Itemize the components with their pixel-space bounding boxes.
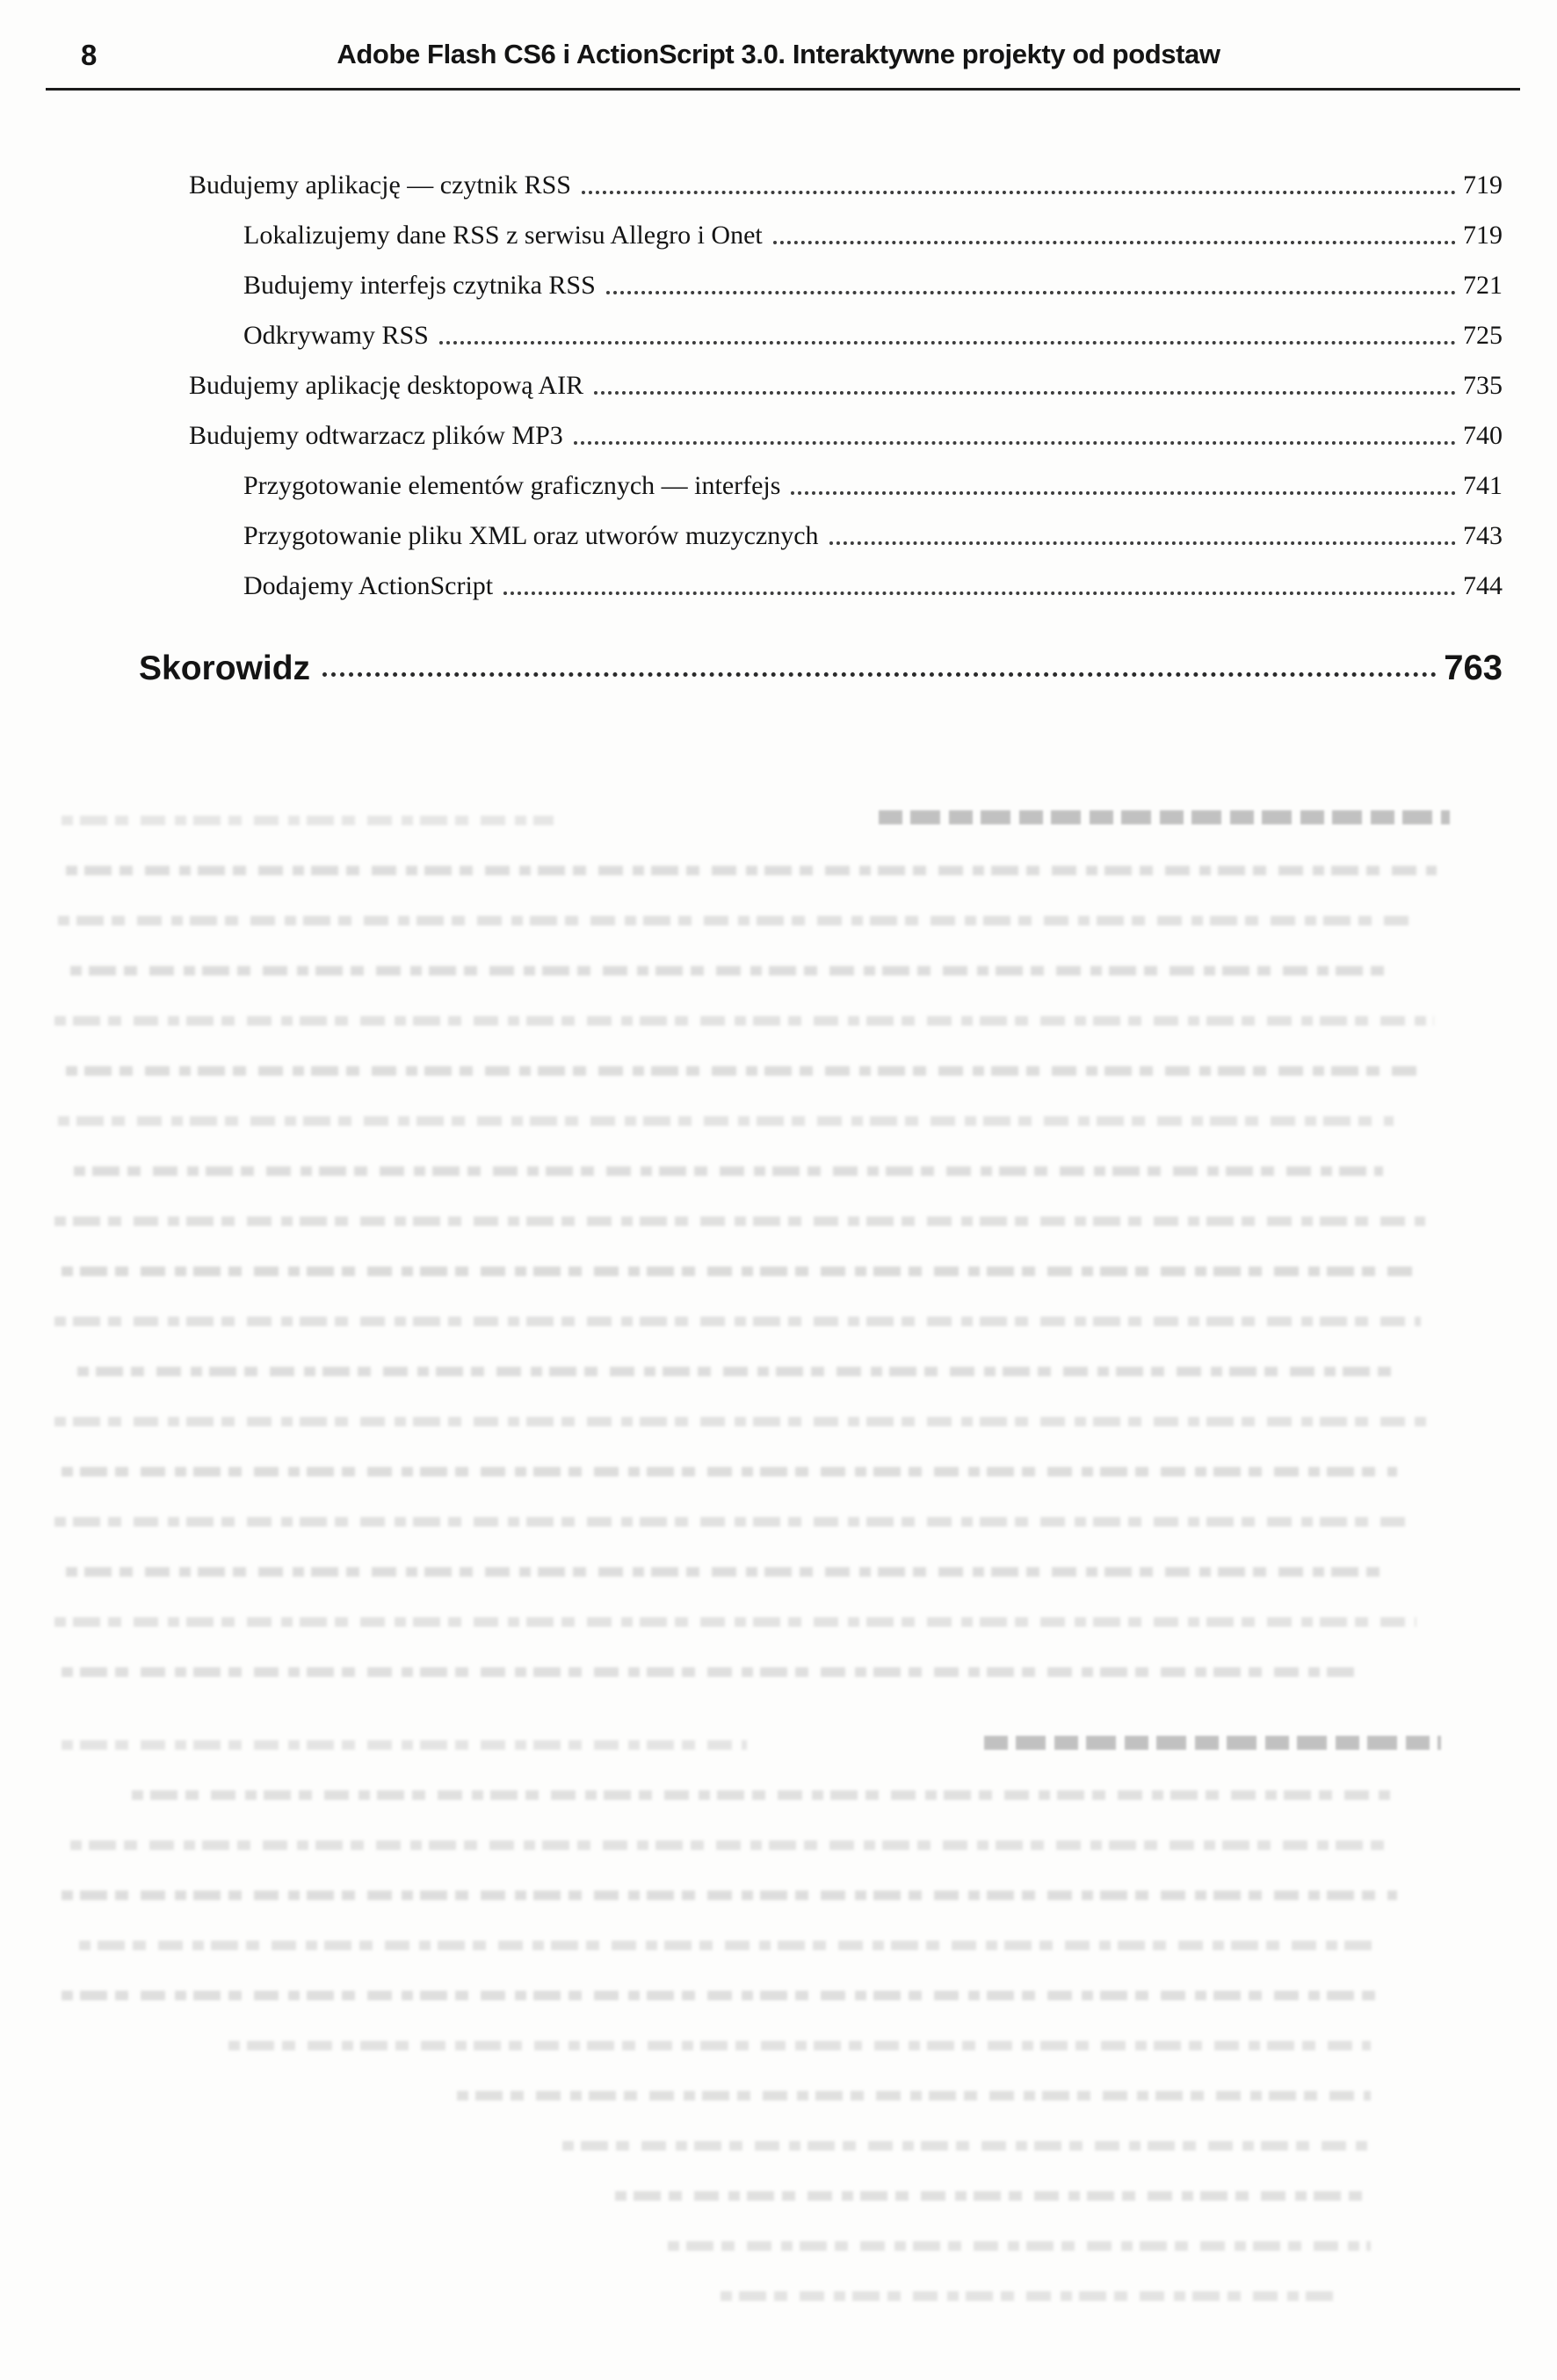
toc-entry [189,355,1503,405]
bleed-through-line [77,1367,1395,1376]
bleed-through-line [58,916,1411,925]
toc-entry-page: 744 [1463,571,1503,600]
bleed-through-line [62,1467,1397,1477]
bleed-through-line [62,816,554,825]
toc-entry [189,405,1503,455]
bleed-through-line [54,1216,1425,1226]
dotted-leader [439,341,1456,345]
bleed-through-line [66,1567,1384,1577]
toc-entry-label: Przygotowanie elementów graficznych — interfejs [243,471,781,500]
toc-entry-label: Budujemy interfejs czytnika RSS [243,271,596,300]
dotted-leader [574,441,1456,445]
toc-entry-page: 719 [1463,221,1503,250]
page-number: 8 [81,39,98,71]
toc-index-entry [139,621,1503,688]
bleed-through-line [62,1266,1415,1276]
bleed-through-line [54,1517,1408,1527]
dotted-leader [791,491,1456,495]
dotted-leader [594,391,1456,395]
toc-entry [189,155,1503,205]
bleed-through-line [54,1417,1430,1426]
dotted-leader [773,241,1456,244]
toc-entry [189,255,1503,305]
toc-entry-label: Dodajemy ActionScript [243,571,494,600]
bleed-through-line [132,1790,1397,1800]
book-title: Adobe Flash CS6 i ActionScript 3.0. Interaktywne projekty od podstaw [337,39,1220,69]
table-of-contents [139,155,1503,688]
bleed-through-line [54,1016,1434,1026]
bleed-through-line [79,1941,1380,1950]
bleed-through-line [228,2041,1371,2050]
bleed-through-line [879,810,1450,824]
toc-entry [189,305,1503,355]
toc-entry [189,505,1503,555]
bleed-through-line [668,2241,1371,2251]
toc-entry-label: Lokalizujemy dane RSS z serwisu Allegro i Onet [243,221,763,250]
toc-entry-page: 740 [1463,421,1503,450]
bleed-through-line [62,1991,1380,2000]
index-label: Skorowidz [139,649,311,687]
bleed-through-line [70,1840,1388,1850]
bleed-through-line [62,1740,747,1750]
bleed-through-line [457,2091,1371,2101]
running-head [0,33,1557,84]
bleed-through-line [74,1166,1383,1176]
bleed-through-line [984,1736,1441,1750]
index-page: 763 [1444,649,1503,687]
bleed-through-line [66,866,1437,875]
toc-entry [189,555,1503,606]
bleed-through-line [615,2191,1371,2201]
toc-entry-label: Budujemy aplikację desktopową AIR [189,371,584,400]
toc-entry-page: 741 [1463,471,1503,500]
toc-entry [189,205,1503,255]
toc-entry-page: 735 [1463,371,1503,400]
bleed-through-line [62,1667,1362,1677]
dotted-leader [829,541,1456,545]
bleed-through-line [562,2141,1371,2151]
bleed-through-line [58,1116,1394,1126]
bleed-through-line [54,1617,1416,1627]
toc-entry-label: Budujemy odtwarzacz plików MP3 [189,421,563,450]
dotted-leader [606,291,1456,294]
toc-entry-page: 743 [1463,521,1503,550]
dotted-leader [503,591,1456,595]
bleed-through-line [54,1317,1421,1326]
toc-entry-page: 725 [1463,321,1503,350]
toc-entry-label: Budujemy aplikację — czytnik RSS [189,171,571,200]
toc-entry-label: Przygotowanie pliku XML oraz utworów muzycznych [243,521,819,550]
header-rule [46,88,1520,91]
bleed-through-line [62,1890,1397,1900]
toc-entry-page: 719 [1463,171,1503,200]
dotted-leader [322,672,1437,677]
toc-entry-label: Odkrywamy RSS [243,321,429,350]
bleed-through-line [721,2291,1336,2301]
bleed-through-line [70,966,1388,976]
dotted-leader [582,191,1456,194]
toc-entry-page: 721 [1463,271,1503,300]
bleed-through-line [66,1066,1423,1076]
toc-entry [189,455,1503,505]
